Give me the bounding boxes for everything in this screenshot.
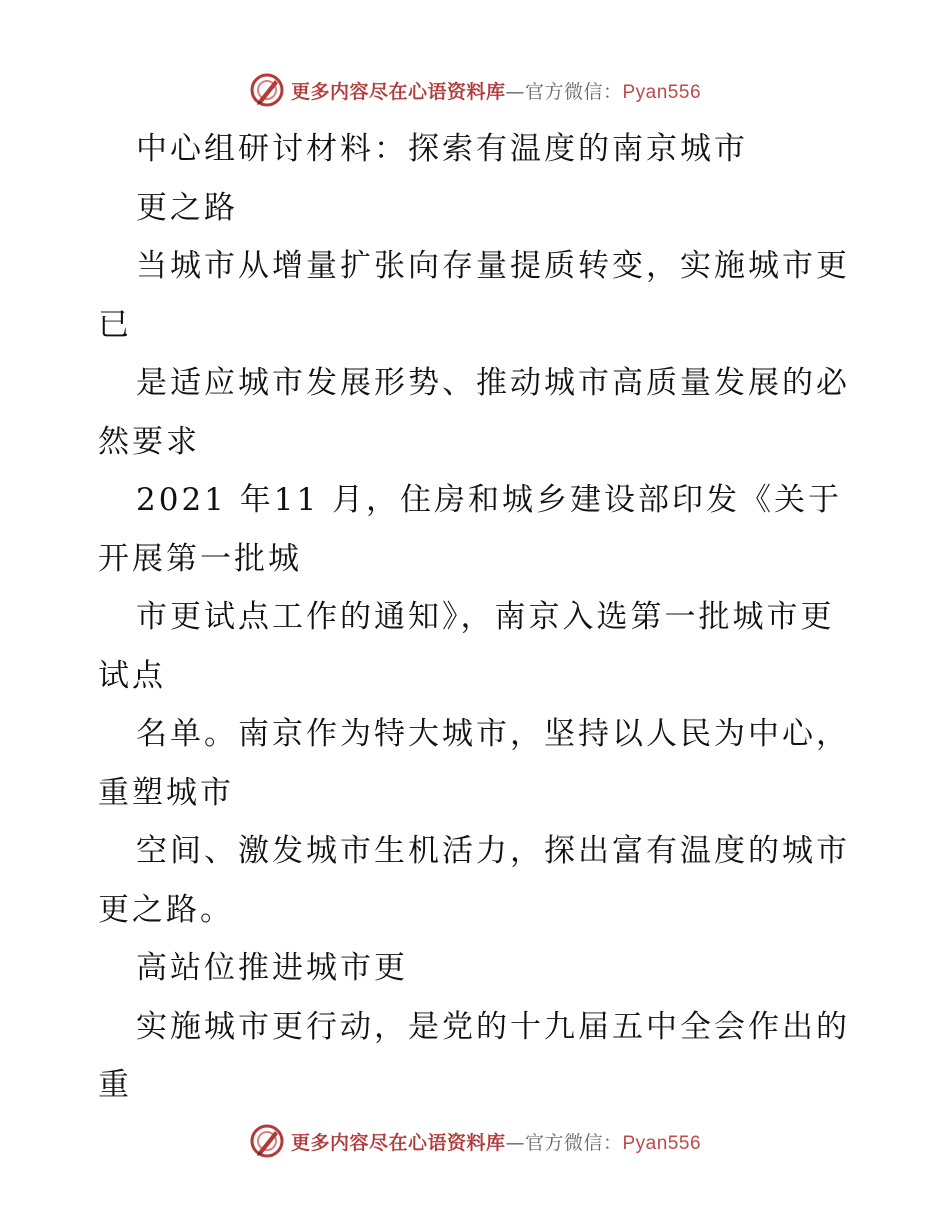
document-line: 实施城市更行动，是党的十九届五中全会作出的 (136, 1008, 850, 1045)
document-line: 然要求 (98, 423, 200, 460)
document-line: 当城市从增量扩张向存量提质转变，实施城市更 (136, 248, 850, 284)
document-line: 开展第一批城 (98, 540, 302, 577)
banner-wechat-id: Pyan556 (622, 81, 702, 103)
document-line: 名单。南京作为特大城市，坚持以人民为中心， (136, 716, 850, 752)
pen-logo-icon (249, 72, 285, 108)
banner-text (291, 77, 701, 104)
document-line: 高站位推进城市更 (136, 950, 408, 986)
pen-logo-icon (249, 1123, 285, 1159)
document-line: 重 (98, 1067, 132, 1103)
document-line: 2021 年11 月，住房和城乡建设部印发《关于 (136, 482, 843, 518)
document-line: 已 (98, 306, 132, 343)
document-line: 重塑城市 (98, 774, 234, 811)
banner-wechat-label: 官方微信： (524, 80, 623, 103)
banner-text (291, 1128, 701, 1155)
banner-separator: — (505, 1131, 525, 1154)
document-body (98, 120, 878, 1115)
header-banner (0, 70, 950, 110)
banner-wechat-label: 官方微信： (524, 1131, 623, 1154)
document-line: 更之路。 (98, 891, 234, 928)
document-line: 更之路 (136, 189, 238, 226)
banner-main-text: 更多内容尽在心语资料库 (290, 80, 506, 103)
header-banner-inner (249, 72, 701, 108)
banner-main-text: 更多内容尽在心语资料库 (290, 1131, 506, 1154)
document-line: 是适应城市发展形势、推动城市高质量发展的必 (136, 365, 850, 401)
document-line: 市更试点工作的通知》，南京入选第一批城市更 (136, 599, 835, 635)
banner-separator: — (505, 80, 525, 103)
document-line: 试点 (98, 657, 166, 694)
document-line: 空间、激发城市生机活力，探出富有温度的城市 (136, 833, 850, 869)
document-line: 中心组研讨材料：探索有温度的南京城市 (136, 131, 748, 167)
footer-banner (0, 1121, 950, 1161)
banner-wechat-id: Pyan556 (622, 1132, 702, 1154)
footer-banner-inner (249, 1123, 701, 1159)
